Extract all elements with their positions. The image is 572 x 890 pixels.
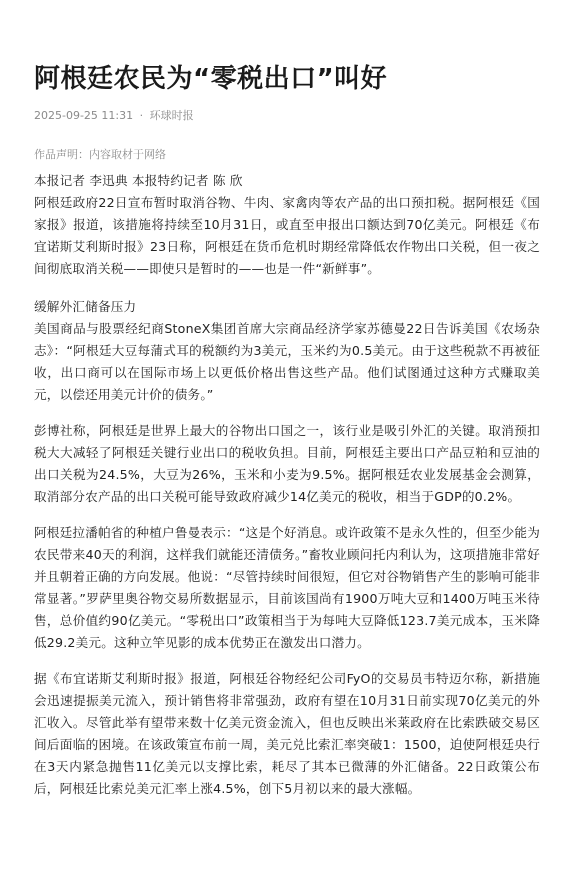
article-body [34, 170, 540, 800]
byline: 本报记者 李迅典 本报特约记者 陈 欣 [34, 173, 243, 188]
article-meta [34, 107, 194, 123]
article-title: 阿根廷农民为“零税出口”叫好 [34, 64, 388, 94]
paragraph-3: 彭博社称，阿根廷是世界上最大的谷物出口国之一，该行业是吸引外汇的关键。取消预扣税大大减轻了阿根廷关键行业出口的税收负担。目前，阿根廷主要出口产品豆粕和豆油的出口关税为24.5%，大豆为26%，玉米和小麦为9.5%。据阿根廷农业发展基金会测算，取消部分农产品的出口关税可能导致政府减少14亿美元的税收，相当于GDP的0.2%。 [34, 423, 540, 504]
section-subhead: 缓解外汇储备压力 [34, 299, 137, 314]
paragraph-2: 美国商品与股票经纪商StoneX集团首席大宗商品经济学家苏德曼22日告诉美国《农场杂志》：“阿根廷大豆每蒲式耳的税额约为3美元，玉米约为0.5美元。由于这些税款不再被征收，出口商可以在国际市场上以更低价格出售这些产品。他们试图通过这种方式赚取美元，以偿还用美元计价的债务。” [34, 321, 540, 402]
article-source: 环球时报 [149, 109, 194, 122]
content-notice: 作品声明：内容取材于网络 [34, 148, 166, 161]
meta-separator: · [139, 109, 144, 122]
paragraph-5: 据《布宜诺斯艾利斯时报》报道，阿根廷谷物经纪公司FyO的交易员韦特迈尔称，新措施会迅速提振美元流入，预计销售将非常强劲，政府有望在10月31日前实现70亿美元的外汇收入。尽管此举有望带来数十亿美元资金流入，但也反映出米莱政府在比索跌破交易区间后面临的困境。在该政策宣布前一周，美元兑比索汇率突破1：1500，迫使阿根廷央行在3天内紧急抛售11亿美元以支撑比索，耗尽了其本已微薄的外汇储备。22日政策公布后，阿根廷比索兑美元汇率上涨4.5%，创下5月初以来的最大涨幅。 [34, 671, 540, 796]
paragraph-4: 阿根廷拉潘帕省的种植户鲁曼表示：“这是个好消息。或许政策不是永久性的，但至少能为农民带来40天的利润，这样我们就能还清债务。”畜牧业顾问托内利认为，这项措施非常好并且朝着正确的方向发展。他说：“尽管持续时间很短，但它对谷物销售产生的影响可能非常显著。”罗萨里奥谷物交易所数据显示，目前该国尚有1900万吨大豆和1400万吨玉米待售，总价值约90亿美元。“零税出口”政策相当于为每吨大豆降低123.7美元成本，玉米降低29.2美元。这种立竿见影的成本优势正在激发出口潜力。 [34, 525, 540, 650]
publish-date: 2025-09-25 11:31 [34, 109, 134, 122]
paragraph-1: 阿根廷政府22日宣布暂时取消谷物、牛肉、家禽肉等农产品的出口预扣税。据阿根廷《国家报》报道，该措施将持续至10月31日，或直至申报出口额达到70亿美元。阿根廷《布宜诺斯艾利斯时报》23日称，阿根廷在货币危机时期经常降低农作物出口关税，但一夜之间彻底取消关税——即使只是暂时的——也是一件“新鲜事”。 [34, 195, 540, 276]
